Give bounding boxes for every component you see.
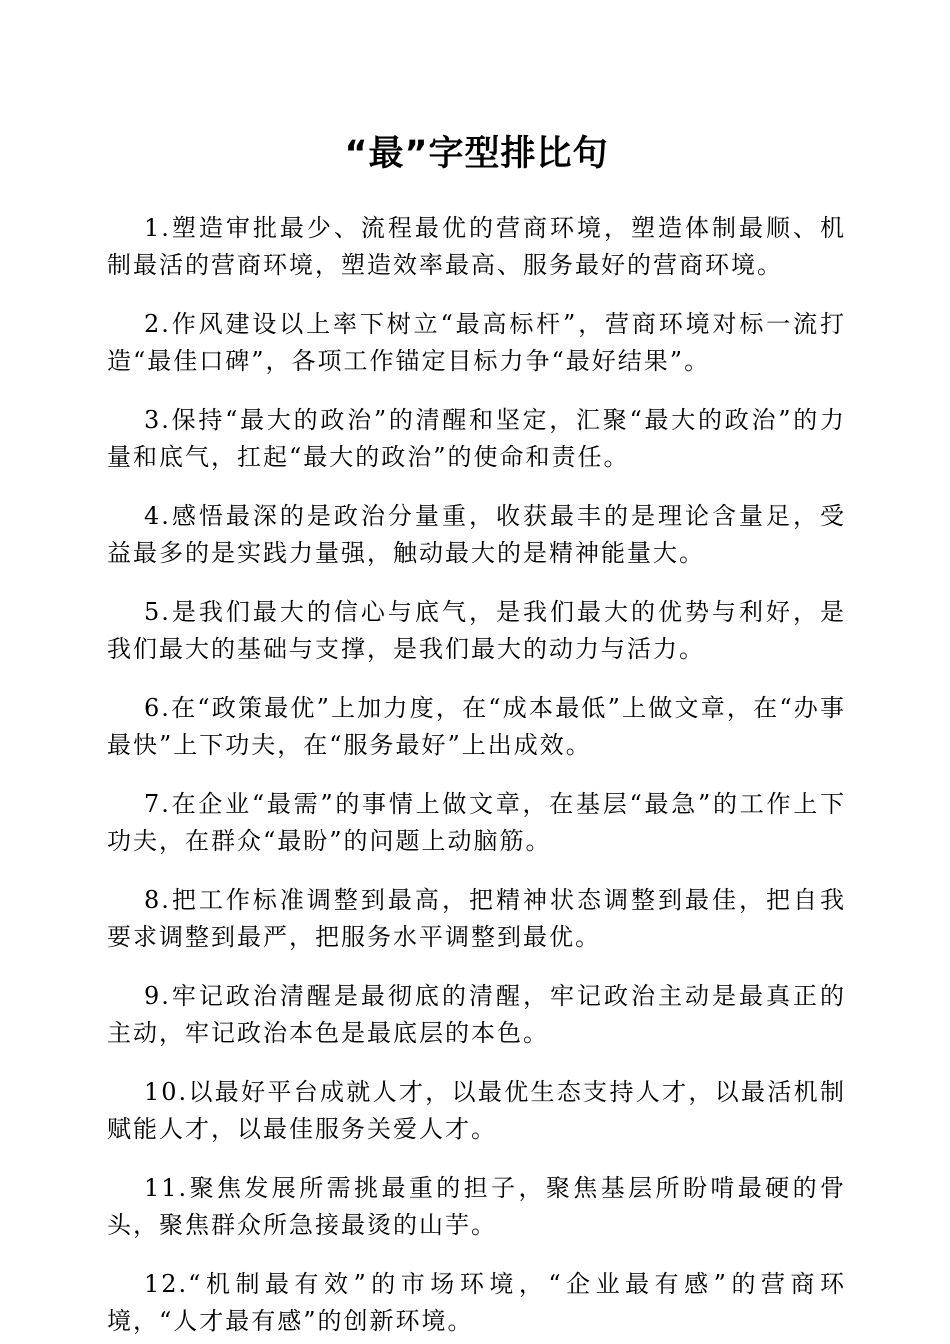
list-item: 8.把工作标准调整到最高，把精神状态调整到最佳，把自我要求调整到最严，把服务水平调整到最优。: [107, 886, 846, 951]
list-item: 9.牢记政治清醒是最彻底的清醒，牢记政治主动是最真正的主动，牢记政治本色是最底层的本色。: [107, 982, 846, 1047]
list-item: 3.保持“最大的政治”的清醒和坚定，汇聚“最大的政治”的力量和底气，扛起“最大的政治”的使命和责任。: [107, 406, 846, 471]
list-item: 10.以最好平台成就人才，以最优生态支持人才，以最活机制赋能人才，以最佳服务关爱人才。: [107, 1078, 846, 1143]
list-item: 2.作风建设以上率下树立“最高标杆”，营商环境对标一流打造“最佳口碑”，各项工作锚定目标力争“最好结果”。: [107, 310, 846, 375]
list-item: 5.是我们最大的信心与底气，是我们最大的优势与利好，是我们最大的基础与支撑，是我们最大的动力与活力。: [107, 598, 846, 663]
list-item: 1.塑造审批最少、流程最优的营商环境，塑造体制最顺、机制最活的营商环境，塑造效率最高、服务最好的营商环境。: [107, 214, 846, 279]
list-item: 7.在企业“最需”的事情上做文章，在基层“最急”的工作上下功夫，在群众“最盼”的问题上动脑筋。: [107, 790, 846, 855]
document-body: [107, 210, 846, 1340]
list-item: 4.感悟最深的是政治分量重，收获最丰的是理论含量足，受益最多的是实践力量强，触动最大的是精神能量大。: [107, 502, 846, 567]
document-title: “最”字型排比句: [344, 134, 609, 174]
list-item: 11.聚焦发展所需挑最重的担子，聚焦基层所盼啃最硬的骨头，聚焦群众所急接最烫的山芋。: [107, 1174, 846, 1239]
list-item: 6.在“政策最优”上加力度，在“成本最低”上做文章，在“办事最快”上下功夫，在“服务最好”上出成效。: [107, 694, 846, 759]
list-item: 12.“机制最有效”的市场环境，“企业最有感”的营商环境，“人才最有感”的创新环境。: [107, 1270, 846, 1335]
